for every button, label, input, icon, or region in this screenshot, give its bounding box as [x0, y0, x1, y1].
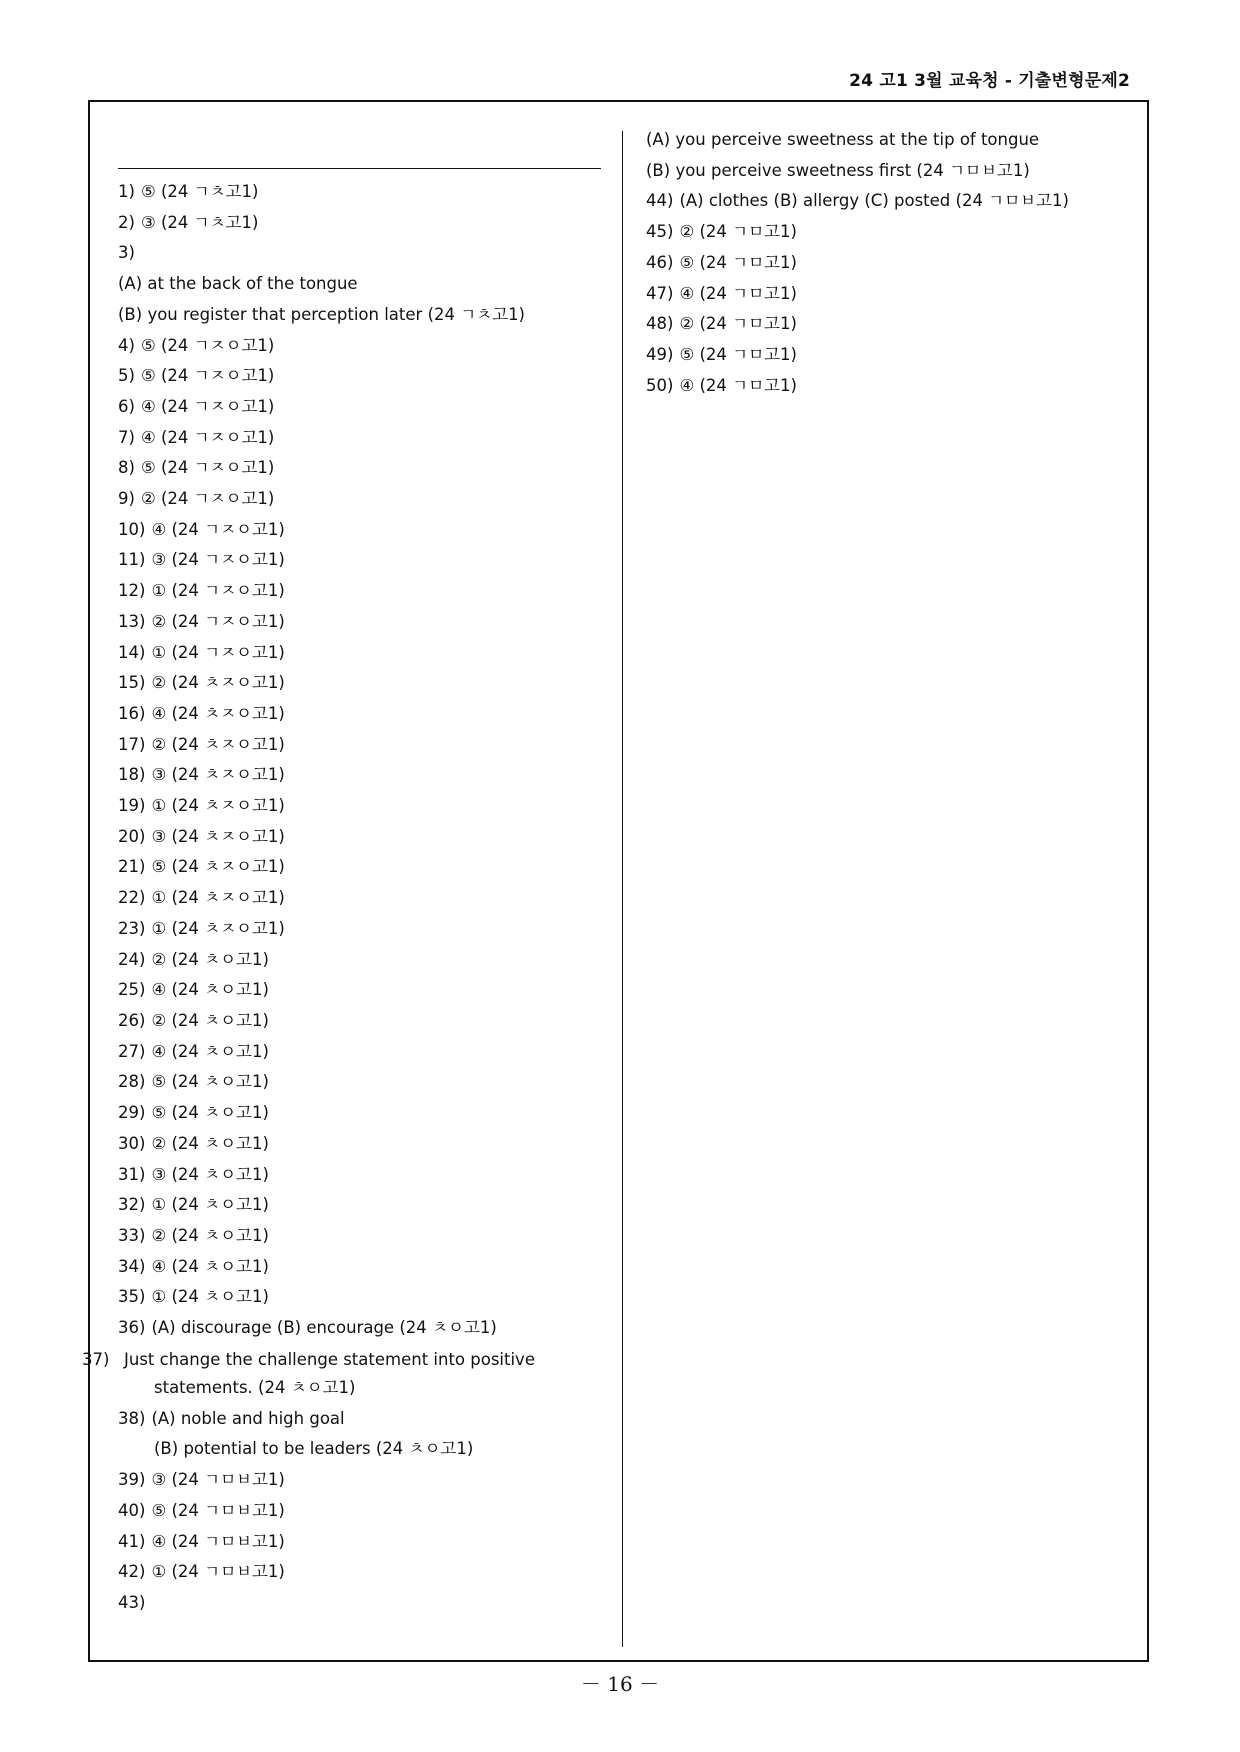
answer-text: ① (24 ㅊㅈㅇ고1): [151, 888, 285, 908]
answer-number: 45): [646, 222, 674, 242]
answer-item: [646, 125, 1126, 156]
answer-item: [118, 1496, 608, 1527]
answer-item: [646, 309, 1126, 340]
answer-text: ⑤ (24 ㄱㅈㅇ고1): [140, 458, 275, 478]
answer-item: [118, 361, 608, 392]
answer-number: 40): [118, 1500, 146, 1520]
answer-number: 32): [118, 1195, 146, 1215]
answer-number: 10): [118, 519, 146, 539]
answer-text: ① (24 ㅊㅇ고1): [151, 1195, 269, 1215]
answer-text: ⑤ (24 ㅊㅈㅇ고1): [151, 857, 285, 877]
answer-text: (A) at the back of the tongue: [118, 274, 358, 294]
answer-number: 21): [118, 857, 146, 877]
answer-item: [646, 156, 1126, 187]
answer-item: [118, 177, 608, 208]
answer-number: 49): [646, 344, 674, 364]
answer-item: [118, 1465, 608, 1496]
answer-number: 3): [118, 243, 135, 263]
answer-number: 25): [118, 980, 146, 1000]
answer-number: 8): [118, 458, 135, 478]
answer-text: ② (24 ㄱㅈㅇ고1): [140, 489, 275, 509]
answer-number: 38): [118, 1408, 146, 1428]
answer-text: ④ (24 ㅊㅈㅇ고1): [151, 703, 285, 723]
answer-text: ② (24 ㅊㅈㅇ고1): [151, 673, 285, 693]
answer-text: ④ (24 ㄱㅁ고1): [679, 283, 797, 303]
answer-number: 43): [118, 1592, 146, 1612]
answer-item: [118, 423, 608, 454]
answer-number: 27): [118, 1041, 146, 1061]
answer-number: 24): [118, 949, 146, 969]
answer-item: 37) Just change the challenge statement into positive statements. (24 ㅊㅇ고1): [82, 1349, 535, 1397]
answer-text: ④ (24 ㅊㅇ고1): [151, 980, 269, 1000]
answer-number: 2): [118, 212, 135, 232]
answer-item: [646, 340, 1126, 371]
answer-subline: [118, 1434, 608, 1465]
answer-item: [646, 248, 1126, 279]
answer-text: ① (24 ㅊㅇ고1): [151, 1287, 269, 1307]
answer-item: [118, 208, 608, 239]
answer-text: ③ (24 ㄱㅁㅂ고1): [151, 1470, 285, 1490]
answer-number: 44): [646, 191, 674, 211]
answer-item: [118, 1098, 608, 1129]
answer-number: 13): [118, 611, 146, 631]
answer-item: [646, 279, 1126, 310]
answer-item: [118, 1588, 608, 1619]
answer-number: 20): [118, 826, 146, 846]
answer-item: [118, 1404, 608, 1435]
answer-text: ③ (24 ㅊㅈㅇ고1): [151, 765, 285, 785]
answer-number: 19): [118, 796, 146, 816]
answer-item: [118, 1527, 608, 1558]
answer-number: 33): [118, 1225, 146, 1245]
answer-number: 9): [118, 489, 135, 509]
answer-text: ② (24 ㅊㅇ고1): [151, 1225, 269, 1245]
answer-item: [646, 371, 1126, 402]
answer-number: 22): [118, 888, 146, 908]
answer-item: [118, 852, 608, 883]
answer-item: [118, 975, 608, 1006]
answer-text: ⑤ (24 ㄱㅊ고1): [140, 182, 259, 201]
answer-number: 11): [118, 550, 146, 570]
answer-number: 17): [118, 734, 146, 754]
answer-text: ③ (24 ㅊㅇ고1): [151, 1164, 269, 1184]
answer-text: ③ (24 ㅊㅈㅇ고1): [151, 826, 285, 846]
answer-text: ① (24 ㄱㅈㅇ고1): [151, 642, 285, 662]
answer-number: 42): [118, 1562, 146, 1582]
answer-number: 12): [118, 581, 146, 601]
answer-number: 36): [118, 1318, 146, 1338]
answer-item: [118, 607, 608, 638]
answer-text: (A) discourage (B) encourage (24 ㅊㅇ고1): [151, 1318, 497, 1338]
answer-text: ① (24 ㄱㅁㅂ고1): [151, 1562, 285, 1582]
answer-item: [118, 883, 608, 914]
answer-number: 35): [118, 1287, 146, 1307]
answer-item: [118, 822, 608, 853]
answer-number: 4): [118, 335, 135, 355]
answer-item: [118, 730, 608, 761]
answer-item: [646, 186, 1126, 217]
answer-item: [118, 1313, 608, 1344]
answer-item: [118, 576, 608, 607]
answer-item: [118, 238, 608, 269]
answer-item: [118, 1282, 608, 1313]
answer-item: [118, 392, 608, 423]
page-number: － 16 －: [580, 1672, 660, 1696]
answer-text: ① (24 ㄱㅈㅇ고1): [151, 581, 285, 601]
answer-text: ⑤ (24 ㄱㅁㅂ고1): [151, 1500, 285, 1520]
answer-text: ② (24 ㅊㅇ고1): [151, 949, 269, 969]
answer-item: [118, 668, 608, 699]
answer-text: ③ (24 ㄱㅈㅇ고1): [151, 550, 285, 570]
answer-text: ① (24 ㅊㅈㅇ고1): [151, 918, 285, 938]
answer-item: [118, 331, 608, 362]
answer-number: 1): [118, 182, 135, 201]
answer-item: [118, 638, 608, 669]
answer-number: 39): [118, 1470, 146, 1490]
column-divider: [622, 131, 623, 1647]
answer-text: ⑤ (24 ㄱㅈㅇ고1): [140, 366, 275, 386]
answer-item: [118, 760, 608, 791]
answer-number: 23): [118, 918, 146, 938]
section-rule: [118, 168, 601, 169]
answer-text: ④ (24 ㄱㅁㅂ고1): [151, 1531, 285, 1551]
answer-text: (B) potential to be leaders (24 ㅊㅇ고1): [154, 1439, 474, 1459]
answer-column-right: [646, 125, 1126, 401]
answer-item: [118, 1557, 608, 1588]
answer-text: ② (24 ㅊㅈㅇ고1): [151, 734, 285, 754]
answer-text: ④ (24 ㅊㅇ고1): [151, 1256, 269, 1276]
answer-item: [118, 1221, 608, 1252]
answer-text: ④ (24 ㄱㅈㅇ고1): [140, 396, 275, 416]
answer-item: [118, 1160, 608, 1191]
answer-text: ② (24 ㄱㅈㅇ고1): [151, 611, 285, 631]
answer-number: 15): [118, 673, 146, 693]
answer-number: 16): [118, 703, 146, 723]
answer-item: [118, 269, 608, 300]
answer-number: 41): [118, 1531, 146, 1551]
answer-text: ② (24 ㅊㅇ고1): [151, 1133, 269, 1153]
answer-number: 6): [118, 396, 135, 416]
answer-text: Just change the challenge statement into positive statements. (24 ㅊㅇ고1): [124, 1349, 535, 1397]
answer-number: 26): [118, 1010, 146, 1030]
answer-number: 7): [118, 427, 135, 447]
answer-text: ② (24 ㄱㅁ고1): [679, 314, 797, 334]
answer-text: ④ (24 ㅊㅇ고1): [151, 1041, 269, 1061]
answer-number: 5): [118, 366, 135, 386]
page-header-title: 24 고1 3월 교육청 - 기출변형문제2: [849, 71, 1130, 91]
answer-number: 14): [118, 642, 146, 662]
answer-text: ④ (24 ㄱㅈㅇ고1): [140, 427, 275, 447]
answer-number: 46): [646, 252, 674, 272]
answer-column-left: [82, 177, 608, 1619]
answer-text: ⑤ (24 ㅊㅇ고1): [151, 1072, 269, 1092]
answer-text: ① (24 ㅊㅈㅇ고1): [151, 796, 285, 816]
answer-number: 47): [646, 283, 674, 303]
answer-item: [118, 300, 608, 331]
answer-item: [118, 791, 608, 822]
answer-item: [118, 1006, 608, 1037]
answer-item: [646, 217, 1126, 248]
answer-text: ⑤ (24 ㄱㅁ고1): [679, 344, 797, 364]
answer-item: [118, 1252, 608, 1283]
answer-text: (B) you register that perception later (24 ㄱㅊ고1): [118, 304, 525, 324]
answer-item: [118, 945, 608, 976]
answer-number: 28): [118, 1072, 146, 1092]
answer-text: ② (24 ㅊㅇ고1): [151, 1010, 269, 1030]
answer-item: [118, 515, 608, 546]
answer-text: ③ (24 ㄱㅊ고1): [140, 212, 259, 232]
answer-item: [118, 699, 608, 730]
answer-item: [118, 484, 608, 515]
answer-text: (A) noble and high goal: [151, 1408, 345, 1428]
answer-text: ④ (24 ㄱㅁ고1): [679, 375, 797, 395]
answer-text: (A) clothes (B) allergy (C) posted (24 ㄱㅁㅂ고1): [679, 191, 1069, 211]
answer-item: [118, 1037, 608, 1068]
answer-text: ⑤ (24 ㄱㅈㅇ고1): [140, 335, 275, 355]
answer-item: [118, 453, 608, 484]
answer-item: [118, 1067, 608, 1098]
answer-number: 18): [118, 765, 146, 785]
answer-text: (A) you perceive sweetness at the tip of tongue: [646, 130, 1040, 149]
answer-text: ④ (24 ㄱㅈㅇ고1): [151, 519, 285, 539]
answer-item: [118, 1129, 608, 1160]
answer-item: [118, 1190, 608, 1221]
answer-text: (B) you perceive sweetness first (24 ㄱㅁㅂ고1): [646, 160, 1030, 180]
answer-item: [118, 914, 608, 945]
answer-number: 30): [118, 1133, 146, 1153]
answer-text: ⑤ (24 ㄱㅁ고1): [679, 252, 797, 272]
answer-number: 29): [118, 1103, 146, 1123]
answer-number: 48): [646, 314, 674, 334]
answer-text: ② (24 ㄱㅁ고1): [679, 222, 797, 242]
answer-text: ⑤ (24 ㅊㅇ고1): [151, 1103, 269, 1123]
answer-number: 34): [118, 1256, 146, 1276]
answer-number: 50): [646, 375, 674, 395]
answer-item: [118, 545, 608, 576]
answer-number: 31): [118, 1164, 146, 1184]
